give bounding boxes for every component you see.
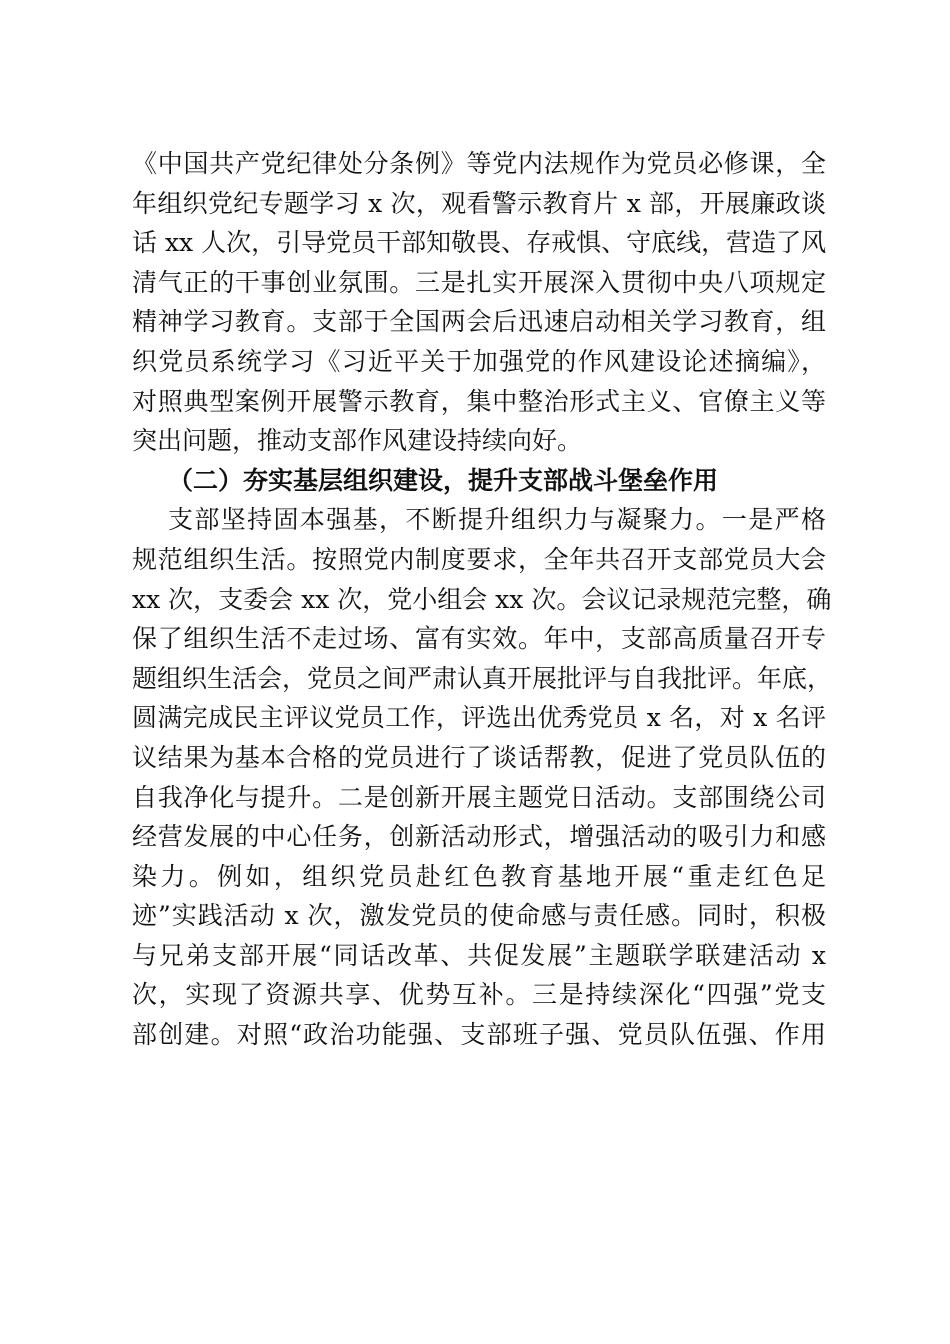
text-line: 规范组织生活。按照党内制度要求，全年共召开支部党员大会 [132,544,826,574]
text-line: 精神学习教育。支部于全国两会后迅速启动相关学习教育，组 [132,307,826,337]
paragraph-1 [132,144,826,461]
text-line: 对照典型案例开展警示教育，集中整治形式主义、官僚主义等 [132,386,826,416]
paragraph-2 [132,500,833,1054]
text-line: 织党员系统学习《习近平关于加强党的作风建设论述摘编》， [132,346,826,376]
text-line: 《中国共产党纪律处分条例》等党内法规作为党员必修课，全 [132,149,826,178]
text-line: 染力。例如，组织党员赴红色教育基地开展“重走红色足 [132,861,826,891]
text-line: 迹”实践活动 x 次，激发党员的使命感与责任感。同时，积极 [132,901,826,931]
text-line: 次，实现了资源共享、优势互补。三是持续深化“四强”党支 [132,980,826,1010]
document-body [132,144,833,1055]
text-line: 圆满完成民主评议党员工作，评选出优秀党员 x 名，对 x 名评 [132,703,826,733]
text-line: 与兄弟支部开展“同话改革、共促发展”主题联学联建活动 x [132,940,826,970]
text-line: 年组织党纪专题学习 x 次，观看警示教育片 x 部，开展廉政谈 [132,188,826,218]
text-line: 自我净化与提升。二是创新开展主题党日活动。支部围绕公司 [132,782,826,812]
text-line: 话 xx 人次，引导党员干部知敬畏、存戒惧、守底线，营造了风 [132,228,827,258]
text-line: 支部坚持固本强基，不断提升组织力与凝聚力。一是严格 [168,505,826,535]
text-line: 议结果为基本合格的党员进行了谈话帮教，促进了党员队伍的 [132,742,826,772]
text-line: xx 次，支委会 xx 次，党小组会 xx 次。会议记录规范完整，确 [132,584,832,614]
text-line: 题组织生活会，党员之间严肃认真开展批评与自我批评。年底， [132,663,833,693]
text-line: 清气正的干事创业氛围。三是扎实开展深入贯彻中央八项规定 [132,267,826,297]
text-line: 突出问题，推动支部作风建设持续向好。 [132,426,583,456]
text-line: 经营发展的中心任务，创新活动形式，增强活动的吸引力和感 [132,822,826,852]
text-line: 保了组织生活不走过场、富有实效。年中，支部高质量召开专 [132,624,826,654]
text-line: 部创建。对照“政治功能强、支部班子强、党员队伍强、作用 [132,1020,826,1050]
section-heading: （二）夯实基层组织建设，提升支部战斗堡垒作用 [168,465,719,495]
